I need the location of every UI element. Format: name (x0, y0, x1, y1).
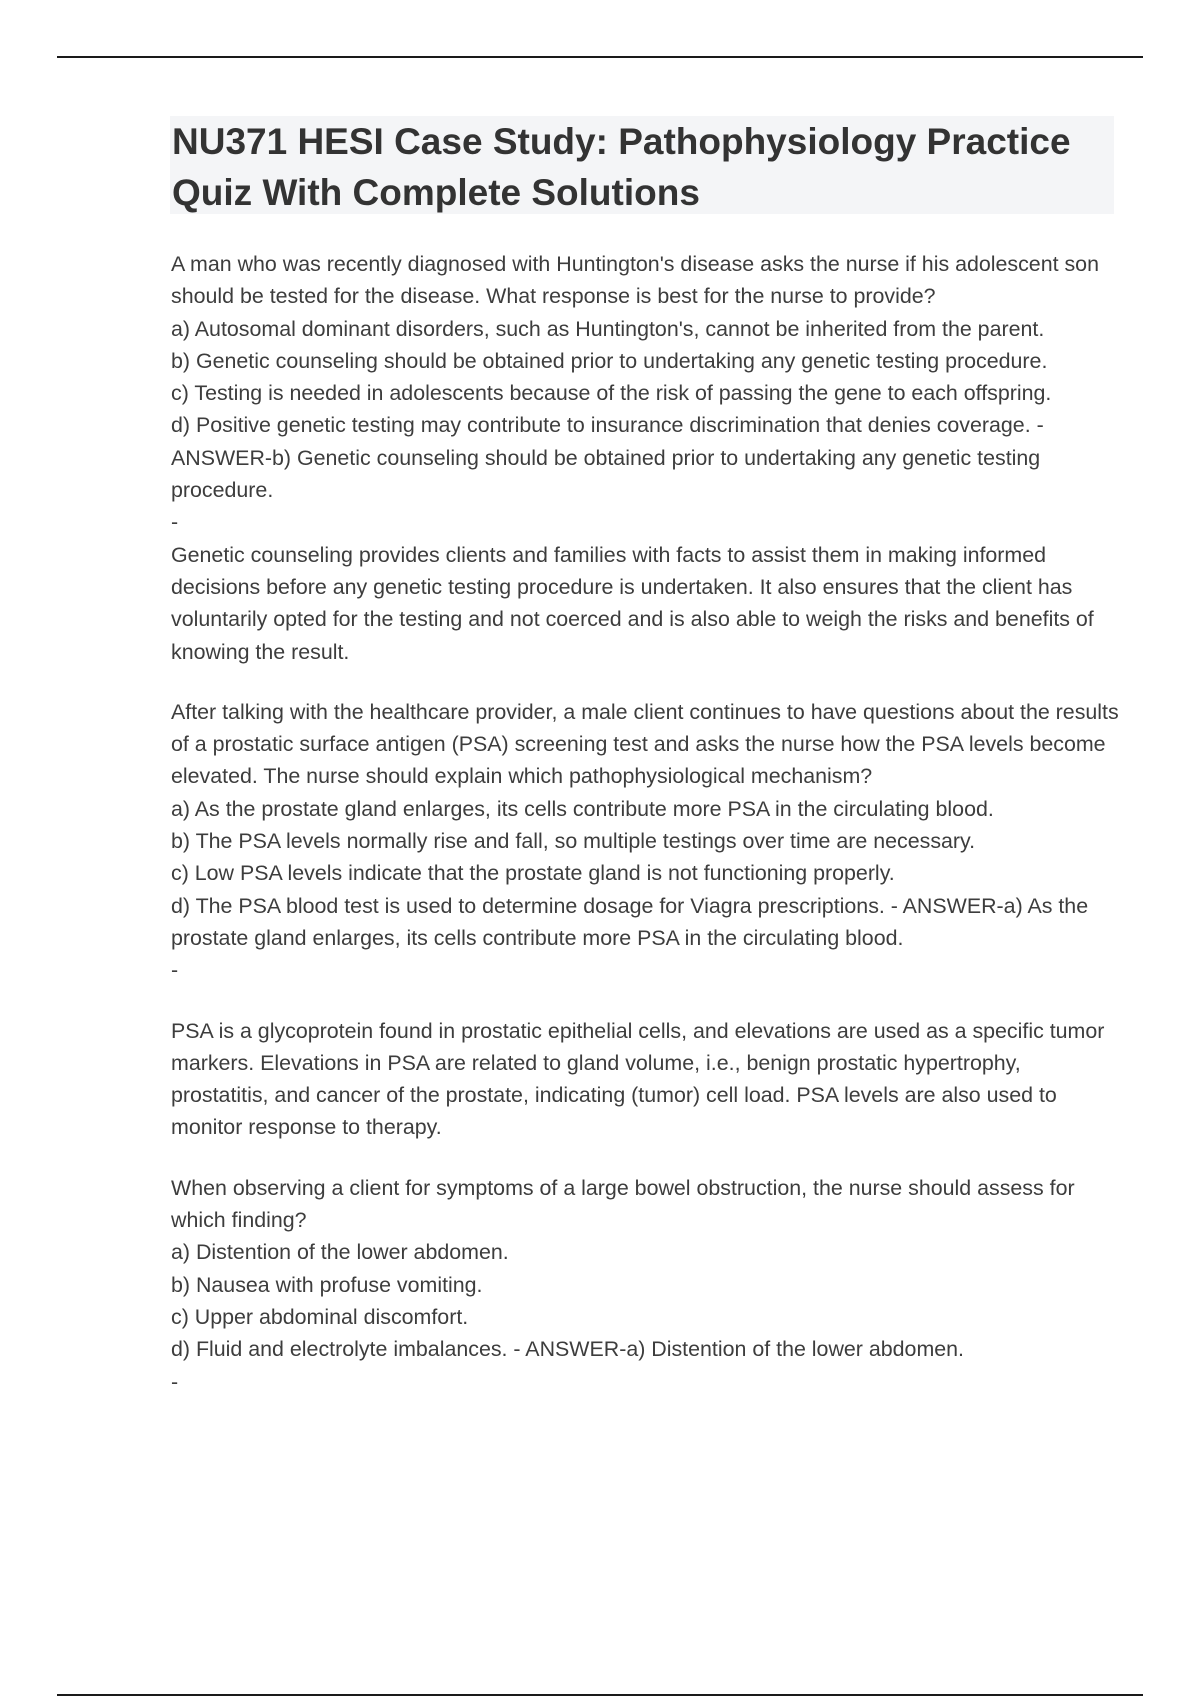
question-text: A man who was recently diagnosed with Huntington's disease asks the nurse if his adolescent son should be tested for the disease. What response is best for the nurse to provide? (171, 252, 1105, 309)
answer-option-with-answer: d) The PSA blood test is used to determine dosage for Viagra prescriptions. - ANSWER-a) As the prostate gland enlarges, its cells contribute more PSA in the circulating blood. (171, 893, 1095, 950)
answer-option: c) Upper abdominal discomfort. (171, 1304, 469, 1329)
footer-rule (57, 1694, 1143, 1696)
answer-option: b) The PSA levels normally rise and fall, so multiple testings over time are necessary. (171, 829, 976, 854)
answer-option: b) Nausea with profuse vomiting. (171, 1272, 483, 1297)
question-block (171, 1172, 1121, 1398)
answer-option-with-answer: d) Positive genetic testing may contribute to insurance discrimination that denies coverage. - ANSWER-b) Genetic counseling should be obtained prior to undertaking any genetic testing procedure. (171, 413, 1049, 503)
question-block (171, 696, 1125, 1144)
separator: - (171, 958, 179, 983)
separator: - (171, 510, 179, 535)
question-block (171, 248, 1121, 668)
answer-option-with-answer: d) Fluid and electrolyte imbalances. - ANSWER-a) Distention of the lower abdomen. (171, 1337, 964, 1362)
question-text: After talking with the healthcare provider, a male client continues to have questions about the results of a prostatic surface antigen (PSA) screening test and asks the nurse how the PSA levels become elevated. The nurse should explain which pathophysiological mechanism? (171, 699, 1125, 789)
answer-option: b) Genetic counseling should be obtained prior to undertaking any genetic testing procedure. (171, 348, 1048, 373)
header-rule (57, 56, 1143, 58)
answer-option: c) Low PSA levels indicate that the prostate gland is not functioning properly. (171, 861, 895, 886)
answer-option: a) As the prostate gland enlarges, its cells contribute more PSA in the circulating blood. (171, 796, 994, 821)
rationale: Genetic counseling provides clients and families with facts to assist them in making informed decisions before any genetic testing procedure is undertaken. It also ensures that the client has voluntarily opted for the testing and not coerced and is also able to weigh the risks and benefits of knowing the result. (171, 542, 1100, 664)
separator: - (171, 1369, 179, 1394)
document-body (171, 248, 1125, 1398)
rationale: PSA is a glycoprotein found in prostatic epithelial cells, and elevations are used as a specific tumor markers. Elevations in PSA are related to gland volume, i.e., benign prostatic hypertrophy, prostatitis, and cancer of the prostate, indicating (tumor) cell load. PSA levels are also used to monitor response to therapy. (171, 1018, 1111, 1140)
answer-option: c) Testing is needed in adolescents because of the risk of passing the gene to each offspring. (171, 381, 1052, 406)
answer-option: a) Autosomal dominant disorders, such as Huntington's, cannot be inherited from the parent. (171, 316, 1045, 341)
question-text: When observing a client for symptoms of a large bowel obstruction, the nurse should assess for which finding? (171, 1175, 1081, 1233)
title-box (170, 116, 1114, 214)
answer-option: a) Distention of the lower abdomen. (171, 1240, 509, 1265)
page-title: NU371 HESI Case Study: Pathophysiology Practice Quiz With Complete Solutions (172, 121, 1071, 213)
